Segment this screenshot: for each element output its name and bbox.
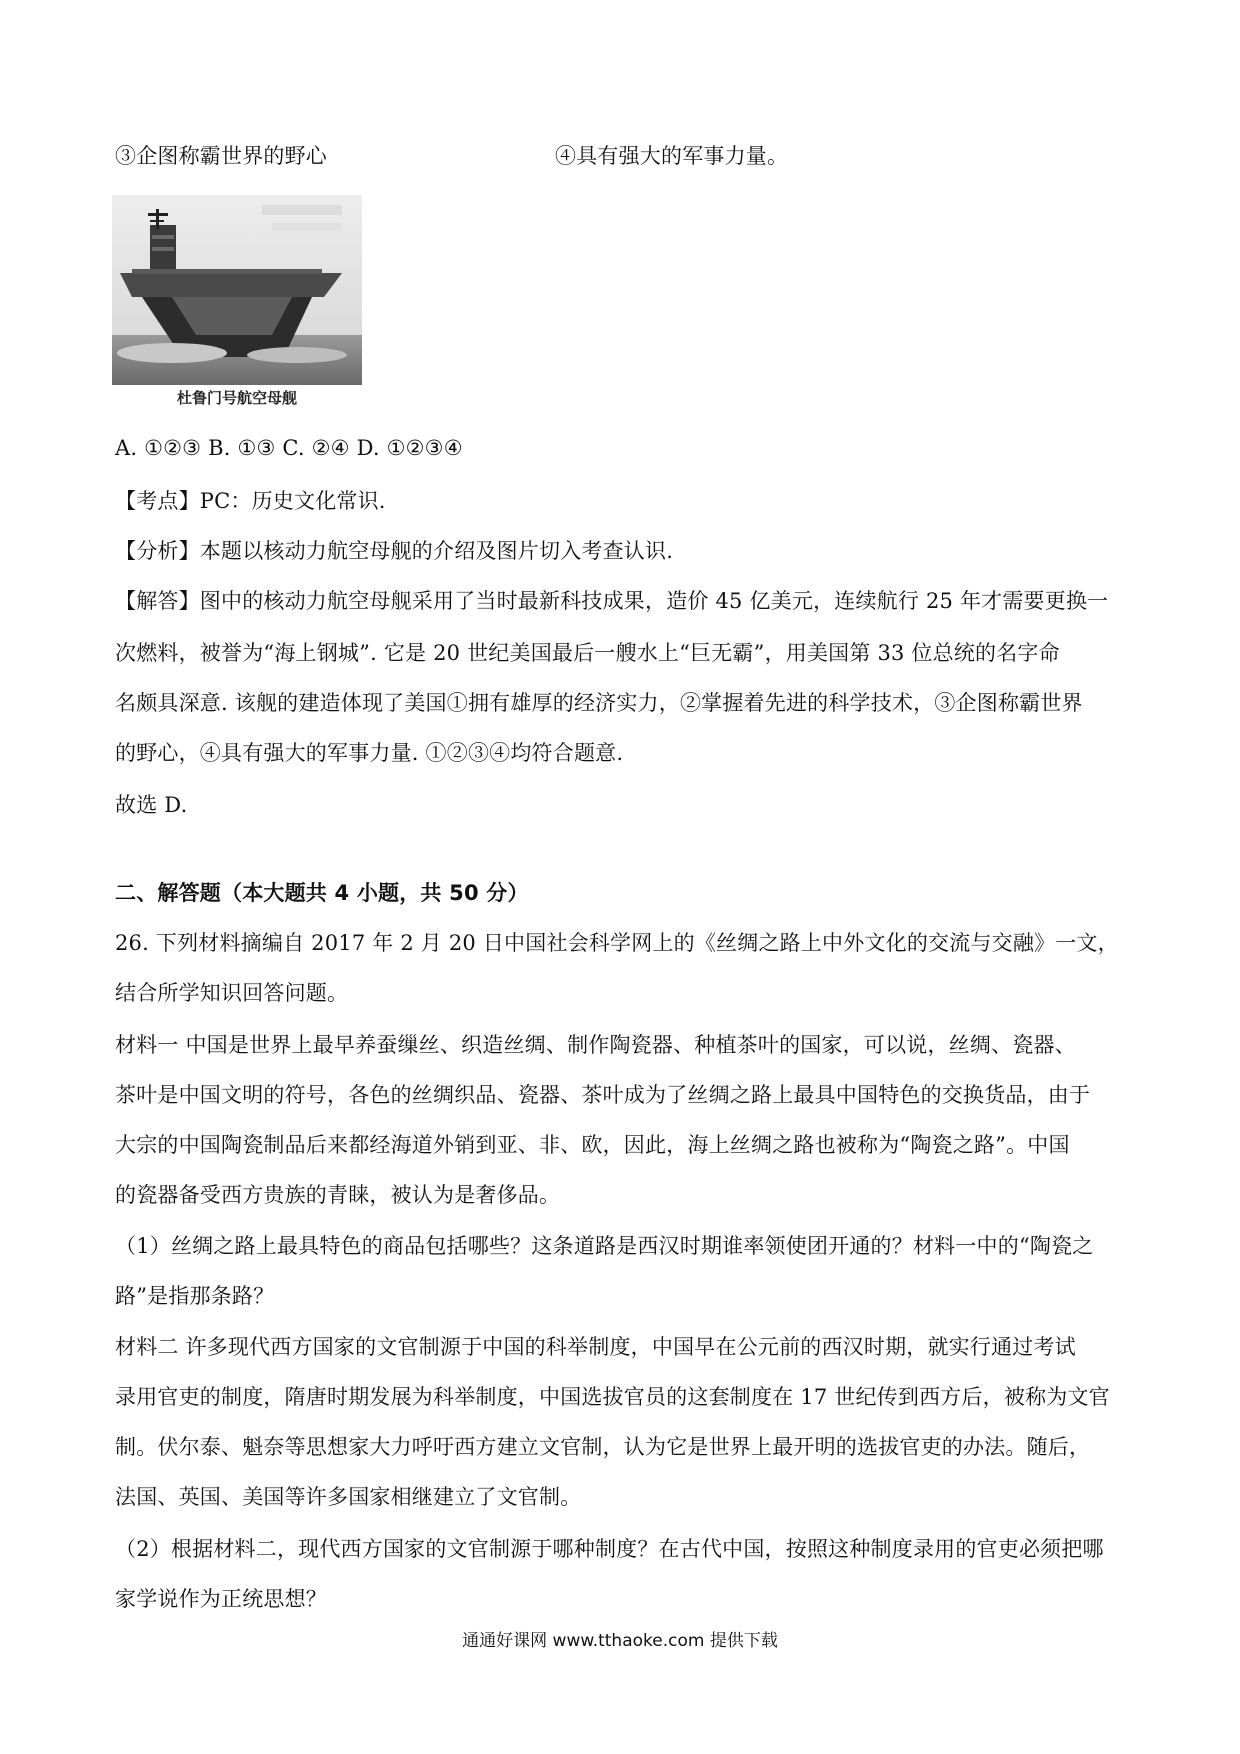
material1-line: 材料一 中国是世界上最早养蚕缫丝、织造丝绸、制作陶瓷器、种植茶叶的国家，可以说，丝绸、瓷器、 [115,1033,1076,1057]
material1-line: 的瓷器备受西方贵族的青睐，被认为是奢侈品。 [115,1183,561,1207]
jieda-line: 名颇具深意. 该舰的建造体现了美国①拥有雄厚的经济实力，②掌握着先进的科学技术，③企图称霸世界 [115,691,1083,715]
question2-line: （2）根据材料二，现代西方国家的文官制源于哪种制度？在古代中国，按照这种制度录用的官吏必须把哪 [115,1537,1104,1561]
jieda-line: 次燃料，被誉为“海上钢城”. 它是 20 世纪美国最后一艘水上“巨无霸”，用美国第 33 位总统的名字命 [115,641,1060,665]
material1-line: 茶叶是中国文明的符号，各色的丝绸织品、瓷器、茶叶成为了丝绸之路上最具中国特色的交换货品，由于 [115,1083,1091,1107]
fenxi: 【分析】本题以核动力航空母舰的介绍及图片切入考查认识. [115,539,674,563]
material2-line: 录用官吏的制度，隋唐时期发展为科举制度，中国选拔官员的这套制度在 17 世纪传到西方后，被称为文官 [115,1385,1110,1409]
kaodian: 【考点】PC：历史文化常识. [115,489,386,513]
section-title: 二、解答题（本大题共 4 小题，共 50 分） [115,881,529,905]
figure-caption: 杜鲁门号航空母舰 [176,389,297,407]
answer: 故选 D. [115,793,188,817]
question-26-line: 结合所学知识回答问题。 [115,981,349,1005]
question1-line: （1）丝绸之路上最具特色的商品包括哪些？这条道路是西汉时期谁率领使团开通的？材料一中的“陶瓷之 [115,1234,1094,1258]
material2-line: 法国、英国、美国等许多国家相继建立了文官制。 [115,1485,582,1509]
material2-line: 制。伏尔泰、魁奈等思想家大力呼吁西方建立文官制，认为它是世界上最开明的选拔官吏的办法。随后， [115,1435,1091,1459]
question-26-line: 26. 下列材料摘编自 2017 年 2 月 20 日中国社会科学网上的《丝绸之路上中外文化的交流与交融》一文， [115,931,1119,955]
jieda-line: 【解答】图中的核动力航空母舰采用了当时最新科技成果，造价 45 亿美元，连续航行 25 年才需要更换一 [115,589,1109,613]
aircraft-carrier-figure [112,195,362,415]
option-3: ③企图称霸世界的野心 [115,144,327,168]
option-4: ④具有强大的军事力量。 [555,144,789,168]
question1-line: 路”是指那条路？ [115,1284,275,1308]
material2-line: 材料二 许多现代西方国家的文官制源于中国的科举制度，中国早在公元前的西汉时期，就实行通过考试 [115,1335,1076,1359]
choices: A. ①②③ B. ①③ C. ②④ D. ①②③④ [115,436,463,460]
question2-line: 家学说作为正统思想？ [115,1587,327,1611]
aircraft-carrier-photo [112,195,362,385]
jieda-line: 的野心，④具有强大的军事力量. ①②③④均符合题意. [115,741,624,765]
material1-line: 大宗的中国陶瓷制品后来都经海道外销到亚、非、欧，因此，海上丝绸之路也被称为“陶瓷之路”。中国 [115,1133,1070,1157]
footer-download-notice: 通通好课网 www.tthaoke.com 提供下载 [462,1631,778,1651]
option-row [115,141,1130,171]
